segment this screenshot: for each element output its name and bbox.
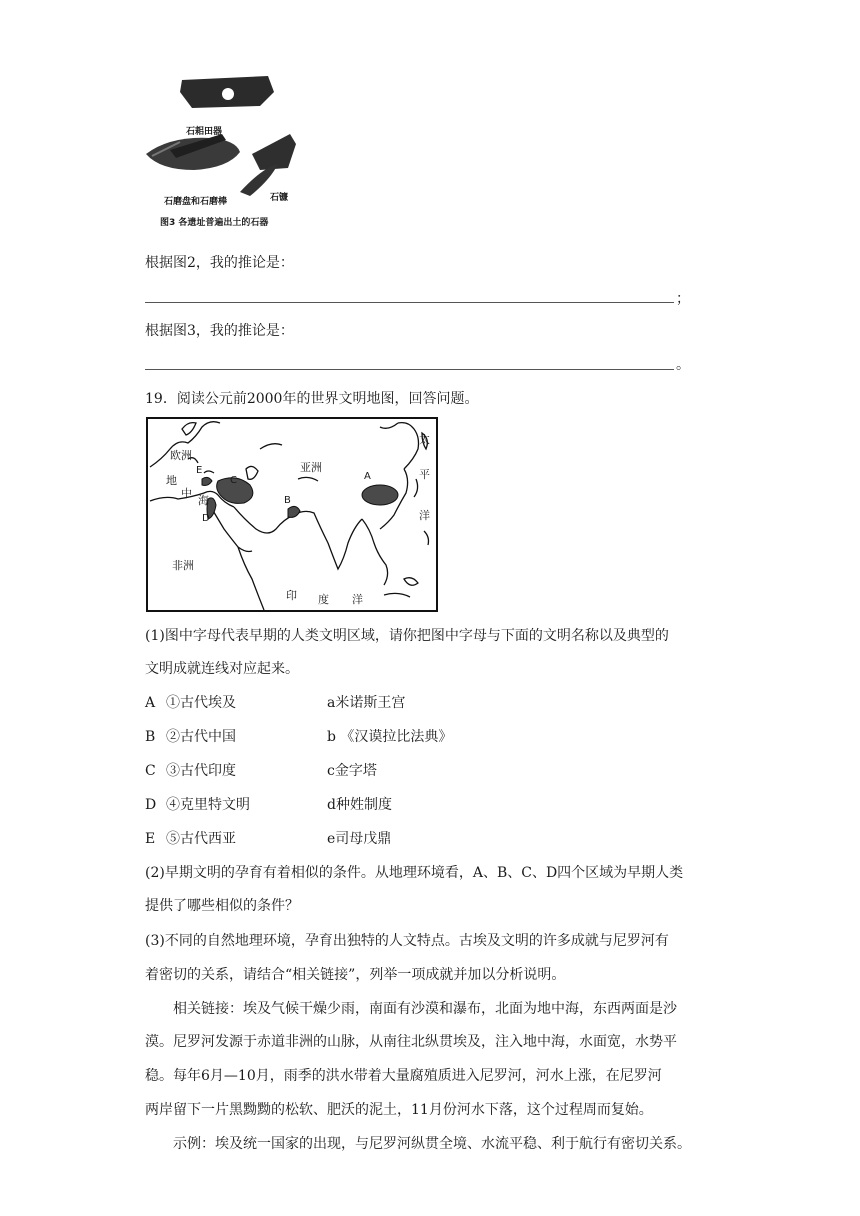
figure-label-grinding: 石磨盘和石磨棒 — [164, 197, 228, 207]
map-label-africa: 非洲 — [172, 559, 194, 572]
map-label-pacific-1: 太 — [419, 433, 430, 446]
sub-question-2-line2: 提供了哪些相似的条件？ — [145, 898, 299, 914]
map-letter-c: C — [230, 475, 237, 486]
map-label-indian-1: 印 — [286, 589, 297, 602]
map-letter-a: A — [364, 471, 371, 482]
related-link-line1: 相关链接：埃及气候干燥少雨，南面有沙漠和瀑布，北面为地中海，东西两面是沙 — [173, 1001, 677, 1017]
map-label-europe: 欧洲 — [170, 449, 192, 462]
match-letter: C — [145, 763, 156, 779]
figure-stone-tools — [140, 72, 312, 234]
inference-3-label: 根据图3，我的推论是： — [145, 323, 294, 339]
match-achievement: d种姓制度 — [327, 797, 392, 813]
inference-2-label: 根据图2，我的推论是： — [145, 255, 294, 271]
match-row — [0, 795, 860, 815]
match-achievement: c金字塔 — [327, 763, 377, 779]
match-achievement: b 《汉谟拉比法典》 — [327, 729, 453, 745]
map-label-indian-2: 度 — [318, 593, 329, 606]
match-row — [0, 693, 860, 713]
match-civilization: ②古代中国 — [166, 729, 236, 745]
sub-question-3-line2: 着密切的关系，请结合“相关链接”，列举一项成就并加以分析说明。 — [145, 967, 566, 983]
inference-3-end: 。 — [676, 357, 690, 373]
match-civilization: ③古代印度 — [166, 763, 236, 779]
sub-question-2-line1: (2)早期文明的孕育有着相似的条件。从地理环境看，A、B、C、D四个区域为早期人类 — [145, 865, 684, 881]
match-civilization: ①古代埃及 — [166, 695, 236, 711]
match-letter: E — [145, 831, 156, 847]
match-letter: A — [145, 695, 156, 711]
map-label-med-1: 地 — [166, 474, 177, 487]
figure-caption: 图3 各遗址普遍出土的石器 — [160, 218, 269, 228]
match-row — [0, 761, 860, 781]
question-19-title: 19．阅读公元前2000年的世界文明地图，回答问题。 — [145, 391, 479, 407]
map-label-pacific-2: 平 — [419, 468, 430, 481]
map-label-med-3: 海 — [198, 494, 209, 507]
sub-question-3-line1: (3)不同的自然地理环境，孕育出独特的人文特点。古埃及文明的许多成就与尼罗河有 — [145, 933, 669, 949]
figure-label-sickle: 石镰 — [270, 193, 289, 203]
match-letter: D — [145, 797, 157, 813]
stone-tools-illustration — [140, 72, 312, 234]
map-label-pacific-3: 洋 — [419, 509, 430, 522]
map-label-med-2: 中 — [181, 487, 192, 500]
figure-label-hoe: 石耜田器 — [186, 127, 223, 137]
related-link-line4: 两岸留下一片黑黝黝的松软、肥沃的泥土，11月份河水下落，这个过程周而复始。 — [145, 1102, 653, 1118]
civilization-map — [146, 417, 438, 612]
match-letter: B — [145, 729, 156, 745]
example-answer: 示例：埃及统一国家的出现，与尼罗河纵贯全境、水流平稳、利于航行有密切关系。 — [173, 1136, 691, 1152]
match-row — [0, 829, 860, 849]
match-civilization: ⑤古代西亚 — [166, 831, 236, 847]
inference-3-answer-line[interactable] — [145, 369, 674, 370]
sub-question-1-line2: 文明成就连线对应起来。 — [145, 661, 299, 677]
match-achievement: a米诺斯王宫 — [327, 695, 406, 711]
related-link-line2: 漠。尼罗河发源于赤道非洲的山脉，从南往北纵贯埃及，注入地中海，水面宽，水势平 — [145, 1034, 677, 1050]
map-letter-d: D — [202, 513, 210, 524]
related-link-line3: 稳。每年6月—10月，雨季的洪水带着大量腐殖质进入尼罗河，河水上涨，在尼罗河 — [145, 1068, 662, 1084]
match-row — [0, 727, 860, 747]
sub-question-1-line1: (1)图中字母代表早期的人类文明区域，请你把图中字母与下面的文明名称以及典型的 — [145, 628, 669, 644]
inference-2-end: ； — [676, 291, 690, 307]
match-achievement: e司母戊鼎 — [327, 831, 392, 847]
map-label-indian-3: 洋 — [352, 593, 363, 606]
match-civilization: ④克里特文明 — [166, 797, 250, 813]
map-letter-b: B — [284, 495, 291, 506]
map-letter-e: E — [196, 465, 203, 476]
inference-2-answer-line[interactable] — [145, 302, 674, 303]
map-label-asia: 亚洲 — [300, 461, 322, 474]
